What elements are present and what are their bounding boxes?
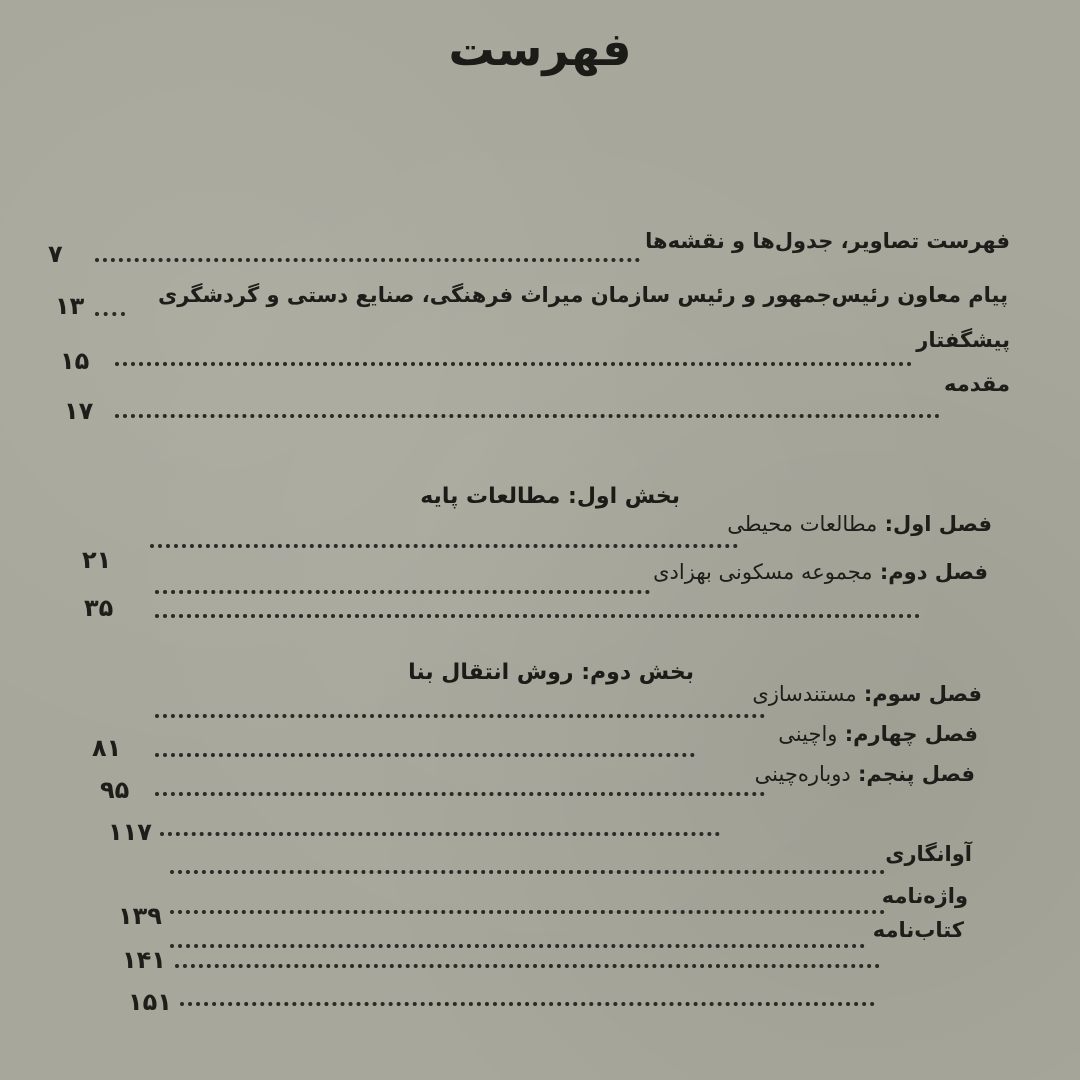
page-number: ۱۵۱ bbox=[128, 988, 172, 1016]
leader-dots bbox=[115, 362, 912, 366]
chapter-entry bbox=[778, 722, 978, 746]
chapter-prefix: فصل سوم: bbox=[863, 682, 982, 706]
page-number: ۸۱ bbox=[92, 734, 122, 762]
chapter-label: دوباره‌چینی bbox=[754, 762, 851, 786]
chapter-entry bbox=[755, 762, 975, 786]
toc-entry-glossary: واژه‌نامه bbox=[881, 884, 968, 908]
toc-entry-preface: پیشگفتار bbox=[916, 328, 1010, 352]
leader-dots bbox=[155, 792, 765, 796]
toc-entry-bibliography: کتاب‌نامه bbox=[872, 918, 964, 942]
leader-dots bbox=[155, 590, 650, 594]
chapter-prefix: فصل چهارم: bbox=[844, 722, 978, 746]
chapter-prefix: فصل پنجم: bbox=[858, 762, 975, 786]
leader-dots bbox=[155, 614, 920, 618]
leader-dots bbox=[95, 312, 125, 316]
chapter-entry bbox=[752, 682, 982, 706]
leader-dots bbox=[175, 964, 880, 968]
leader-dots bbox=[170, 944, 865, 948]
page-number: ۱۳۹ bbox=[118, 902, 162, 930]
page-title: فهرست bbox=[448, 22, 632, 76]
leader-dots bbox=[170, 870, 885, 874]
leader-dots bbox=[180, 1002, 875, 1006]
page-number: ۱۴۱ bbox=[122, 946, 166, 974]
page-number: ۱۳ bbox=[55, 292, 85, 320]
toc-entry-figures: فهرست تصاویر، جدول‌ها و نقشه‌ها bbox=[645, 229, 1010, 253]
leader-dots bbox=[115, 414, 940, 418]
toc-entry-message: پیام معاون رئیس‌جمهور و رئیس سازمان میراث فرهنگی، صنایع دستی و گردشگری bbox=[158, 283, 1008, 307]
chapter-entry bbox=[653, 560, 988, 584]
page-number: ۱۷ bbox=[64, 397, 94, 425]
chapter-label: واچینی bbox=[778, 722, 838, 746]
chapter-entry bbox=[727, 512, 992, 536]
page-number: ۲۱ bbox=[82, 546, 112, 574]
page-number: ۱۵ bbox=[60, 347, 90, 375]
part-heading: بخش اول: مطالعات پایه bbox=[420, 484, 680, 509]
page-number: ۱۱۷ bbox=[108, 818, 152, 846]
chapter-label: مستندسازی bbox=[752, 682, 857, 706]
page-number: ۳۵ bbox=[84, 594, 114, 622]
leader-dots bbox=[150, 544, 738, 548]
chapter-label: مجموعه مسکونی بهزادی bbox=[653, 560, 873, 584]
part-heading: بخش دوم: روش انتقال بنا bbox=[408, 660, 694, 685]
toc-entry-introduction: مقدمه bbox=[944, 372, 1010, 396]
chapter-prefix: فصل اول: bbox=[884, 512, 992, 536]
chapter-prefix: فصل دوم: bbox=[879, 560, 988, 584]
chapter-label: مطالعات محیطی bbox=[727, 512, 878, 536]
page-number: ۷ bbox=[48, 240, 63, 268]
leader-dots bbox=[95, 258, 640, 262]
leader-dots bbox=[155, 714, 765, 718]
leader-dots bbox=[155, 753, 695, 757]
leader-dots bbox=[170, 910, 885, 914]
page-number: ۹۵ bbox=[100, 776, 130, 804]
leader-dots bbox=[160, 832, 720, 836]
toc-entry-transliteration: آوانگاری bbox=[885, 842, 972, 866]
